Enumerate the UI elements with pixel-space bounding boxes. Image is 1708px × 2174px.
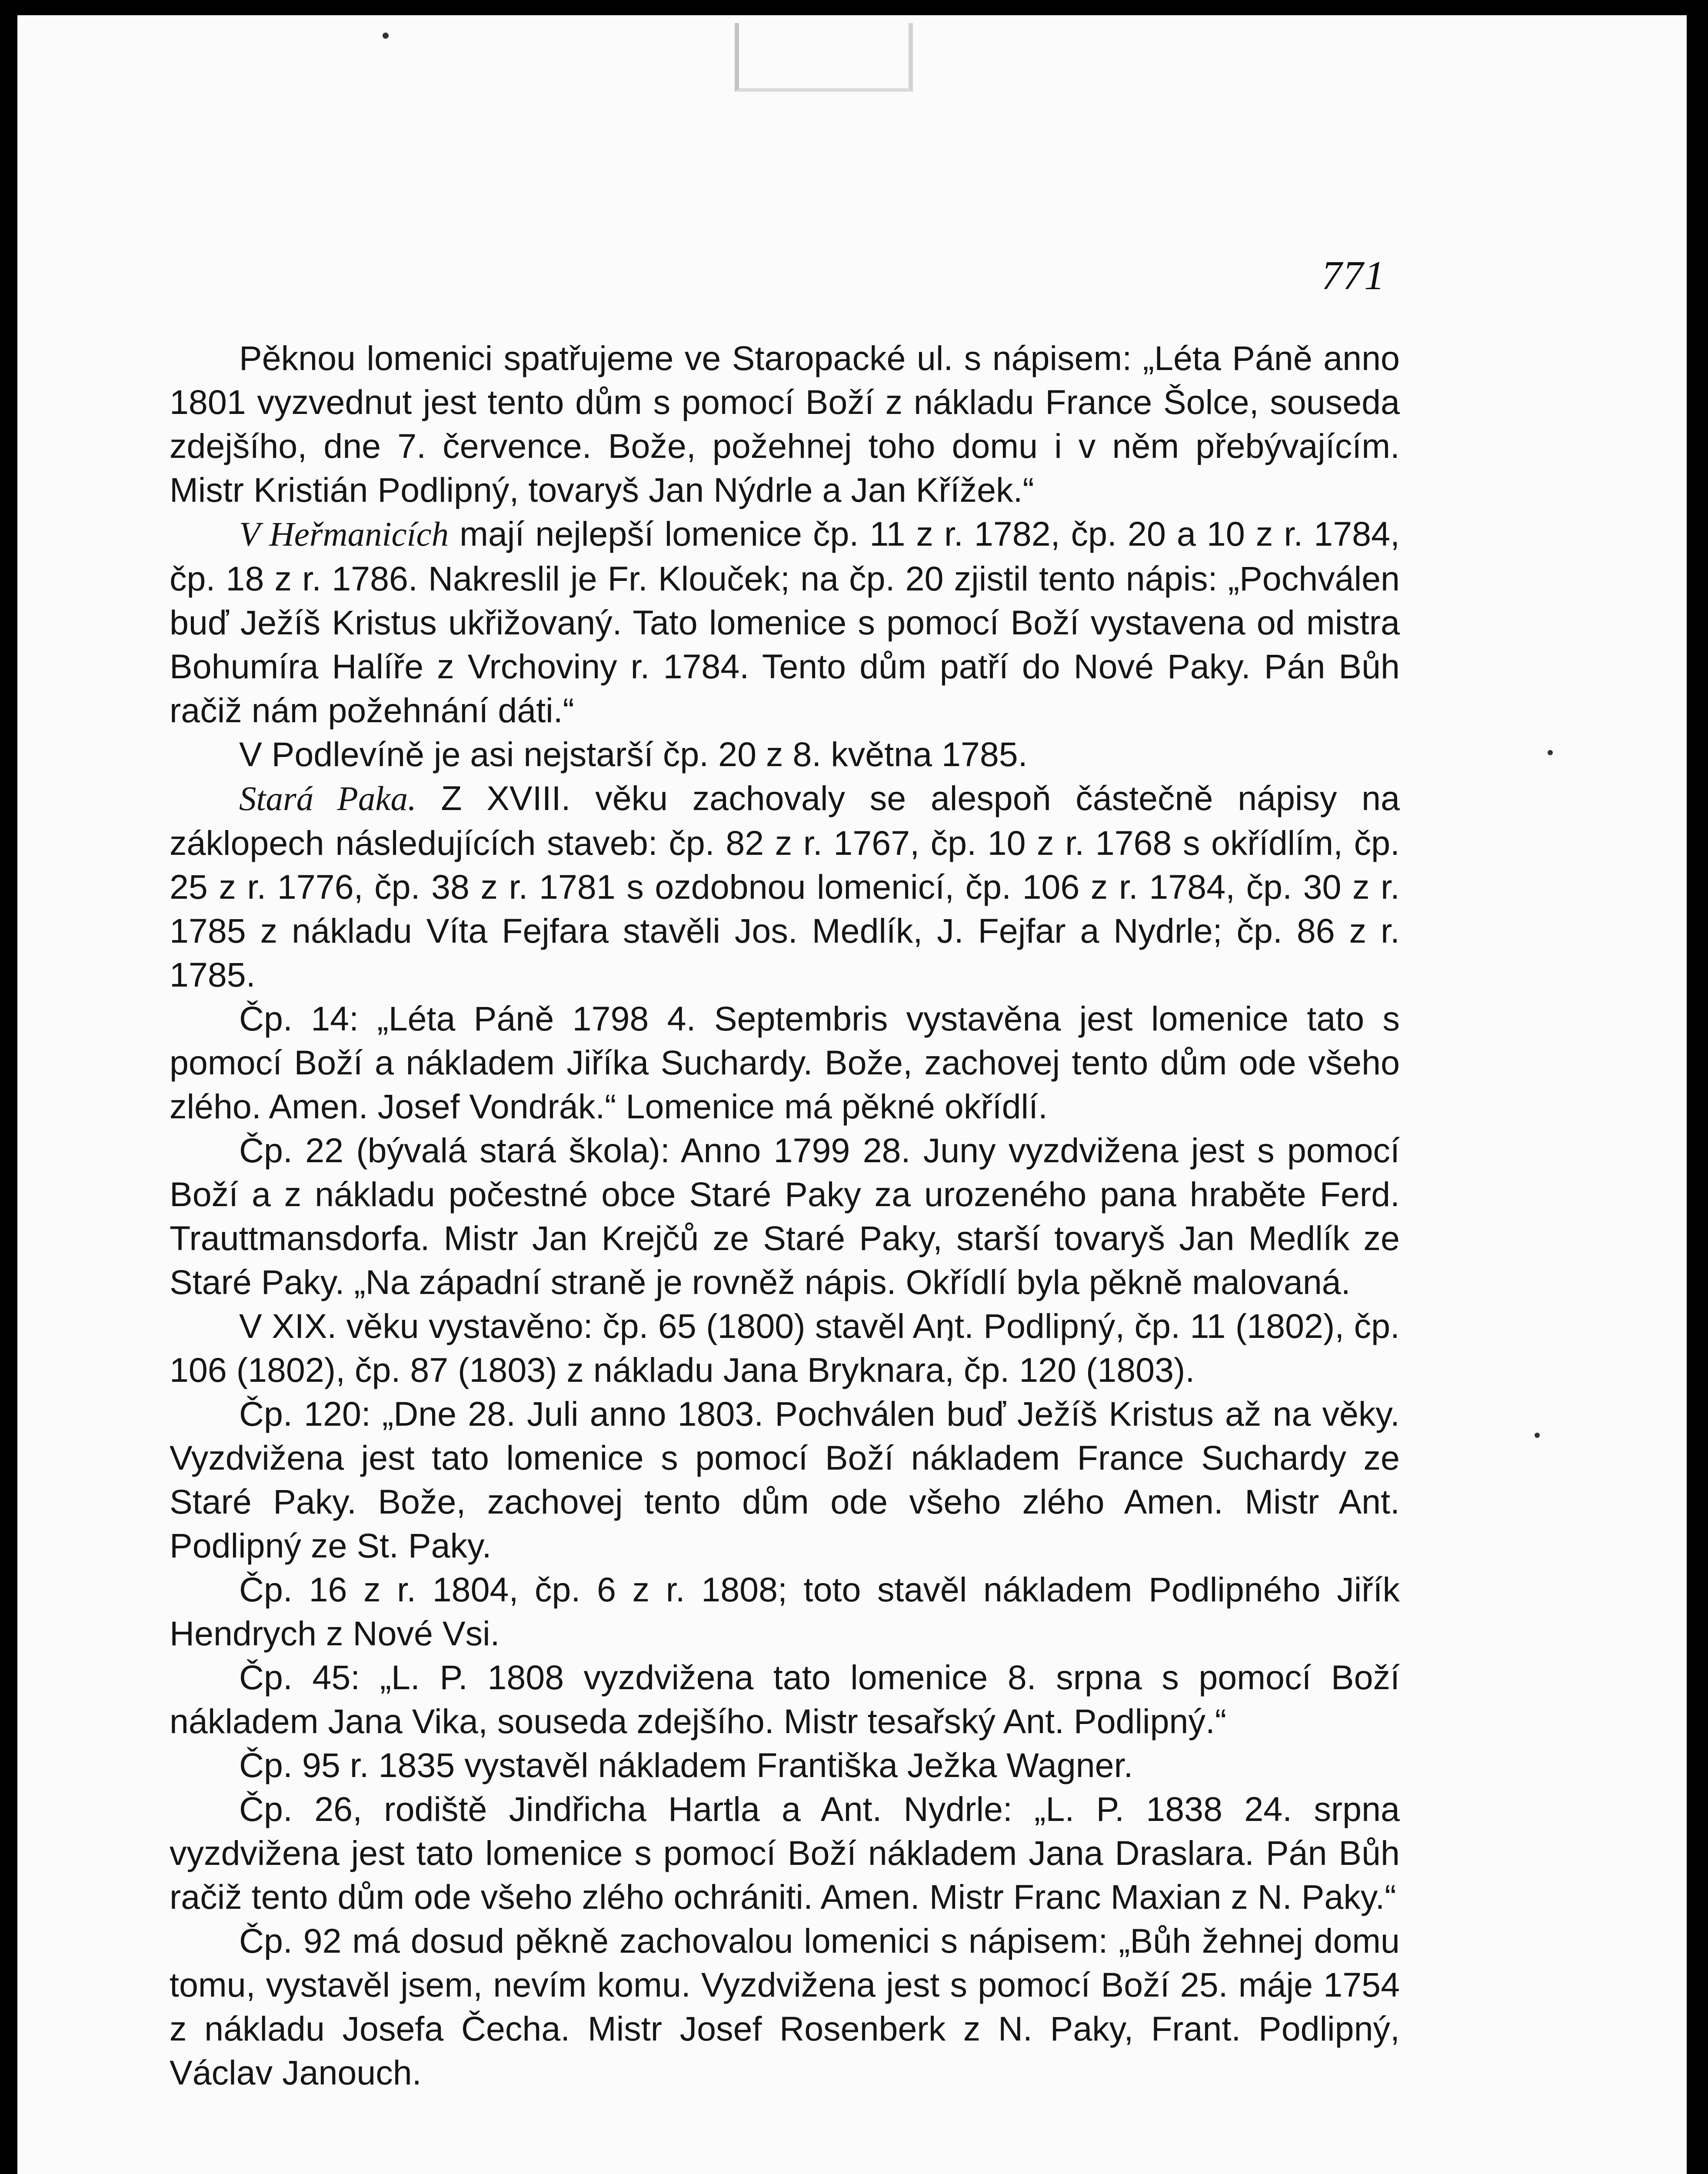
page-number: 771: [1322, 253, 1385, 298]
paragraph: [170, 776, 1400, 997]
paragraph-text: Čp. 45: „L. P. 1808 vyzdvižena tato lomenice 8. srpna s pomocí Boží nákladem Jana Vika, souseda zdejšího. Mistr tesařský Ant. Podlipný.“: [170, 1658, 1400, 1741]
paragraph-lead: V Heřmanicích: [239, 516, 449, 554]
body-text: [170, 336, 1400, 2094]
dust-speck: [383, 33, 389, 39]
paragraph-text: Z XVIII. věku zachovaly se alespoň částečně nápisy na záklopech následujících staveb: čp. 82 z r. 1767, čp. 10 z r. 1768 s okřídlím, čp. 25 z r. 1776, čp. 38 z r. 1781 s ozdobnou lomenicí, čp. 106 z r. 1784, čp. 30 z r. 1785 z nákladu Víta Fejfara stavěli Jos. Medlík, J. Fejfar a Nydrle; čp. 86 z r. 1785.: [170, 779, 1400, 994]
book-page: [17, 15, 1687, 2174]
paragraph: [170, 1304, 1400, 1392]
paragraph-text: Čp. 120: „Dne 28. Juli anno 1803. Pochválen buď Ježíš Kristus až na věky. Vyzdvižena jest tato lomenice s pomocí Boží nákladem France Suchardy ze Staré Paky. Bože, zachovej tento dům ode všeho zlého Amen. Mistr Ant. Podlipný ze St. Paky.: [170, 1394, 1400, 1565]
paragraph: [170, 1567, 1400, 1655]
paragraph: [170, 732, 1400, 776]
paragraph-text: Čp. 16 z r. 1804, čp. 6 z r. 1808; toto stavěl nákladem Podlipného Jiřík Hendrych z Nové Vsi.: [170, 1570, 1400, 1653]
paragraph-text: Čp. 14: „Léta Páně 1798 4. Septembris vystavěna jest lomenice tato s pomocí Boží a nákladem Jiříka Suchardy. Bože, zachovej tento dům ode všeho zlého. Amen. Josef Vondrák.“ Lomenice má pěkné okřídlí.: [170, 999, 1400, 1126]
paragraph-text: Pěknou lomenici spatřujeme ve Staropacké ul. s nápisem: „Léta Páně anno 1801 vyzvednut jest tento dům s pomocí Boží z nákladu France Šolce, souseda zdejšího, dne 7. července. Bože, požehnej toho domu i v něm přebývajícím. Mistr Kristián Podlipný, tovaryš Jan Nýdrle a Jan Křížek.“: [170, 339, 1400, 509]
paragraph-text: mají nejlepší lomenice čp. 11 z r. 1782, čp. 20 a 10 z r. 1784, čp. 18 z r. 1786. Nakreslil je Fr. Klouček; na čp. 20 zjistil tento nápis: „Pochválen buď Ježíš Kristus ukřižovaný. Tato lomenice s pomocí Boží vystavena od mistra Bohumíra Halíře z Vrchoviny r. 1784. Tento dům patří do Nové Paky. Pán Bůh račiž nám požehnání dáti.“: [170, 514, 1400, 730]
paragraph-text: Čp. 92 má dosud pěkně zachovalou lomenici s nápisem: „Bůh žehnej domu tomu, vystavěl jsem, nevím komu. Vyzdvižena jest s pomocí Boží 25. máje 1754 z nákladu Josefa Čecha. Mistr Josef Rosenberk z N. Paky, Frant. Podlipný, Václav Janouch.: [170, 1921, 1400, 2092]
paragraph: [170, 512, 1400, 732]
paragraph: [170, 1743, 1400, 1787]
paragraph-text: Čp. 22 (bývalá stará škola): Anno 1799 28. Juny vyzdvižena jest s pomocí Boží a z nákladu počestné obce Staré Paky za urozeného pana hraběte Ferd. Trauttmansdorfa. Mistr Jan Krejčů ze Staré Paky, starší tovaryš Jan Medlík ze Staré Paky. „Na západní straně je rovněž nápis. Okřídlí byla pěkně malovaná.: [170, 1131, 1400, 1301]
paragraph: [170, 336, 1400, 512]
paragraph: [170, 1128, 1400, 1304]
paragraph: [170, 1392, 1400, 1567]
paragraph: [170, 997, 1400, 1128]
paragraph: [170, 1787, 1400, 1919]
paragraph-text: Čp. 95 r. 1835 vystavěl nákladem Františka Ježka Wagner.: [239, 1746, 1133, 1784]
paragraph-text: V Podlevíně je asi nejstarší čp. 20 z 8. května 1785.: [239, 735, 1028, 774]
paragraph-lead: Stará Paka.: [239, 780, 416, 818]
paragraph-text: V XIX. věku vystavěno: čp. 65 (1800) stavěl Ant. Podlipný, čp. 11 (1802), čp. 106 (1802), čp. 87 (1803) z nákladu Jana Bryknara, čp. 120 (1803).: [170, 1307, 1400, 1389]
paragraph-text: Čp. 26, rodiště Jindřicha Hartla a Ant. Nydrle: „L. P. 1838 24. srpna vyzdvižena jest tato lomenice s pomocí Boží nákladem Jana Draslara. Pán Bůh račiž tento dům ode všeho zlého ochrániti. Amen. Mistr Franc Maxian z N. Paky.“: [170, 1790, 1400, 1916]
scan-frame-mark: [735, 23, 913, 92]
paragraph: [170, 1919, 1400, 2094]
dust-speck: [1548, 750, 1553, 755]
dust-speck: [1535, 1433, 1540, 1438]
paragraph: [170, 1655, 1400, 1743]
